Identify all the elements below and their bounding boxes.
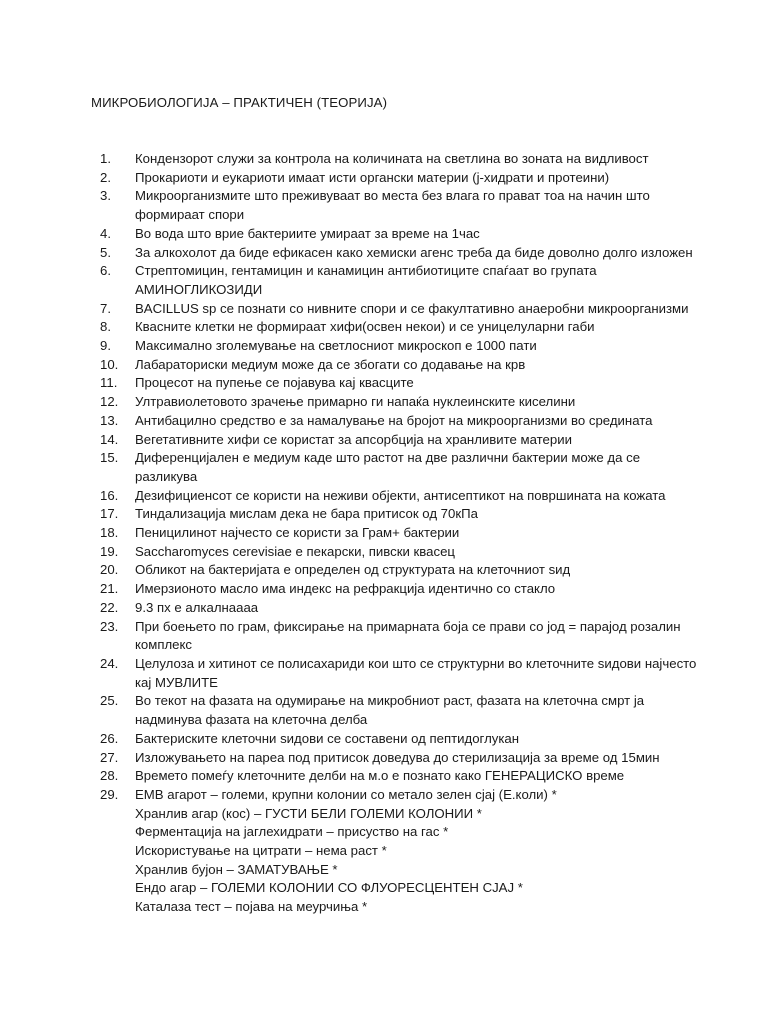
list-item-number: 7. <box>100 300 111 316</box>
list-item-number: 2. <box>100 169 111 185</box>
list-item-line: Каталаза тест – појава на меурчиња * <box>135 899 368 915</box>
list-item-text <box>135 580 700 599</box>
list-item <box>100 655 700 692</box>
list-item <box>100 374 700 393</box>
list-item-line: Вегетативните хифи се користат за апсорбција на хранливите материи <box>135 431 572 447</box>
list-item-line: ЕМВ агарот – големи, крупни колонии со метало зелен сјај (Е.коли) * <box>135 786 557 802</box>
list-item-line: Квасните клетки не формираат хифи(освен некои) и се уницелуларни габи <box>135 319 595 335</box>
list-item-text <box>135 655 700 692</box>
list-item <box>100 580 700 599</box>
list-item-text <box>135 618 700 655</box>
list-item-line: кај МУВЛИТЕ <box>135 674 218 690</box>
list-item-number: 25. <box>100 693 119 709</box>
list-item <box>100 487 700 506</box>
list-item-number: 18. <box>100 525 119 541</box>
list-item-text <box>135 225 700 244</box>
list-item-line: Хранлив бујон – ЗАМАТУВАЊЕ * <box>135 861 338 877</box>
list-item-line: Хранлив агар (кос) – ГУСТИ БЕЛИ ГОЛЕМИ КОЛОНИИ * <box>135 805 482 821</box>
list-item <box>100 187 700 224</box>
list-item-number: 11. <box>100 375 118 391</box>
list-item-line: Имерзионото масло има индекс на рефракција идентично со стакло <box>135 581 556 597</box>
list-item-line: разликува <box>135 468 198 484</box>
list-item-text <box>135 337 700 356</box>
list-item-text <box>135 244 700 263</box>
list-item <box>100 262 700 299</box>
list-item <box>100 543 700 562</box>
list-item <box>100 169 700 188</box>
list-item-line: Ултравиолетовото зрачење примарно ги напаќа нуклеинските киселини <box>135 394 576 410</box>
list-item-line: Максимално зголемување на светлосниот микроскоп е 1000 пати <box>135 338 537 354</box>
list-item-number: 26. <box>100 730 119 746</box>
list-item <box>100 337 700 356</box>
list-item-number: 19. <box>100 543 119 559</box>
list-item-number: 28. <box>100 768 119 784</box>
list-item-text <box>135 505 700 524</box>
list-item-text <box>135 730 700 749</box>
list-item-line: Процесот на пупење се појавува кај квасците <box>135 375 414 391</box>
list-item-line: Целулоза и хитинот се полисахариди кои што се структурни во клеточните ѕидови најчесто <box>135 655 697 671</box>
list-item-line: Дезифициенсот се користи на неживи објекти, антисептикот на површината на кожата <box>135 487 666 503</box>
list-item-number: 23. <box>100 618 119 634</box>
list-item-number: 17. <box>100 506 119 522</box>
list-item-text <box>135 692 700 729</box>
list-item-number: 16. <box>100 487 119 503</box>
list-item <box>100 786 700 917</box>
list-item-number: 24. <box>100 655 119 671</box>
list-item-line: надминува фазата на клеточна делба <box>135 712 368 728</box>
list-item-line: Бактериските клеточни ѕидови се составени од пептидоглукан <box>135 730 520 746</box>
list-item-line: Стрептомицин, гентамицин и канамицин антибиотиците спаѓаат во групата <box>135 263 597 279</box>
list-item-text <box>135 318 700 337</box>
list-item-number: 5. <box>100 244 111 260</box>
list-item <box>100 767 700 786</box>
list-item-line: Тиндализација мислам дека не бара притисок од 70кПа <box>135 506 478 522</box>
list-item-line: Времето помеѓу клеточните делби на м.о е познато како ГЕНЕРАЦИСКО време <box>135 768 625 784</box>
list-item <box>100 244 700 263</box>
list-item-line: формираат спори <box>135 207 245 223</box>
list-item-line: Искористување на цитрати – нема раст * <box>135 843 387 859</box>
list-item <box>100 524 700 543</box>
list-item-text <box>135 150 700 169</box>
list-item-text <box>135 374 700 393</box>
document-title: МИКРОБИОЛОГИЈА – ПРАКТИЧЕН (ТЕОРИЈА) <box>91 95 388 110</box>
list-item <box>100 300 700 319</box>
list-item <box>100 356 700 375</box>
list-item-number: 13. <box>100 412 119 428</box>
list-item-line: При боењето по грам, фиксирање на примарната боја се прави со јод = парајод розалин <box>135 618 681 634</box>
list-item-line: Микроорганизмите што преживуваат во места без влага го прават тоа на начин што <box>135 188 650 204</box>
list-item-text <box>135 169 700 188</box>
list-item-line: BACILLUS sp се познати со нивните спори и се факултативно анаеробни микроорганизми <box>135 300 689 316</box>
list-item-line: Пеницилинот најчесто се користи за Грам+ бактерии <box>135 525 460 541</box>
list-item-text <box>135 749 700 768</box>
list-item-number: 1. <box>100 151 111 166</box>
list-item-number: 21. <box>100 581 119 597</box>
list-item-text <box>135 561 700 580</box>
list-item <box>100 393 700 412</box>
list-item-text <box>135 187 700 224</box>
list-item-text <box>135 599 700 618</box>
list-item-text <box>135 412 700 431</box>
list-item-number: 15. <box>100 450 119 466</box>
list-item <box>100 318 700 337</box>
list-item-line: Диференцијален е медиум каде што растот на две различни бактерии може да се <box>135 450 641 466</box>
list-item-text <box>135 786 700 917</box>
list-item-line: Обликот на бактеријата е определен од структурата на клеточниот ѕид <box>135 562 571 578</box>
list-item-number: 14. <box>100 431 119 447</box>
list-item <box>100 505 700 524</box>
list-item-line: 9.3 пх е алкалнаааа <box>135 599 259 615</box>
list-item <box>100 150 700 169</box>
list-item <box>100 692 700 729</box>
list-item <box>100 561 700 580</box>
list-item-number: 8. <box>100 319 111 335</box>
list-item-line: Во текот на фазата на одумирање на микробниот раст, фазата на клеточна смрт ја <box>135 693 645 709</box>
list-item-number: 20. <box>100 562 119 578</box>
list-item-text <box>135 356 700 375</box>
list-item-number: 10. <box>100 356 119 372</box>
numbered-list <box>100 150 700 917</box>
list-item-line: комплекс <box>135 637 193 653</box>
list-item-text <box>135 431 700 450</box>
list-item-line: АМИНОГЛИКОЗИДИ <box>135 281 263 297</box>
list-item <box>100 449 700 486</box>
list-item <box>100 431 700 450</box>
list-item-text <box>135 543 700 562</box>
list-item <box>100 618 700 655</box>
list-item-text <box>135 393 700 412</box>
list-item <box>100 599 700 618</box>
list-item-text <box>135 300 700 319</box>
list-item <box>100 225 700 244</box>
list-item-line: Во вода што врие бактериите умираат за време на 1час <box>135 225 480 241</box>
list-item-line: Ендо агар – ГОЛЕМИ КОЛОНИИ СО ФЛУОРЕСЦЕНТЕН СЈАЈ * <box>135 880 523 896</box>
list-item-number: 4. <box>100 225 111 241</box>
list-item-line: Изложувањето на пареа под притисок доведува до стерилизација за време од 15мин <box>135 749 660 765</box>
list-item-number: 29. <box>100 786 119 802</box>
list-item-text <box>135 449 700 486</box>
list-item-number: 27. <box>100 749 119 765</box>
list-item-text <box>135 767 700 786</box>
list-item-number: 6. <box>100 263 111 279</box>
list-item-line: Лабараториски медиум може да се збогати со додавање на крв <box>135 356 526 372</box>
list-item-number: 9. <box>100 338 111 354</box>
list-item-line: Антибацилно средство е за намалување на бројот на микроорганизми во средината <box>135 412 653 428</box>
list-item-text <box>135 524 700 543</box>
list-item-number: 22. <box>100 599 119 615</box>
list-item-line: За алкохолот да биде ефикасен како хемиски агенс треба да биде доволно долго изложен <box>135 244 693 260</box>
list-item <box>100 730 700 749</box>
list-item-line: Кондензорот служи за контрола на количината на светлина во зоната на видливост <box>135 151 649 166</box>
list-item-line: Прокариоти и еукариоти имаат исти органски материи (ј-хидрати и протеини) <box>135 169 610 185</box>
list-item-line: Saccharomyces cerevisiae е пекарски, пивски квасец <box>135 543 455 559</box>
list-item-number: 12. <box>100 394 119 410</box>
list-item <box>100 749 700 768</box>
list-item-number: 3. <box>100 188 111 204</box>
list-item-text <box>135 487 700 506</box>
list-item-line: Ферментација на јаглехидрати – присуство на гас * <box>135 824 449 840</box>
list-item <box>100 412 700 431</box>
list-item-text <box>135 262 700 299</box>
